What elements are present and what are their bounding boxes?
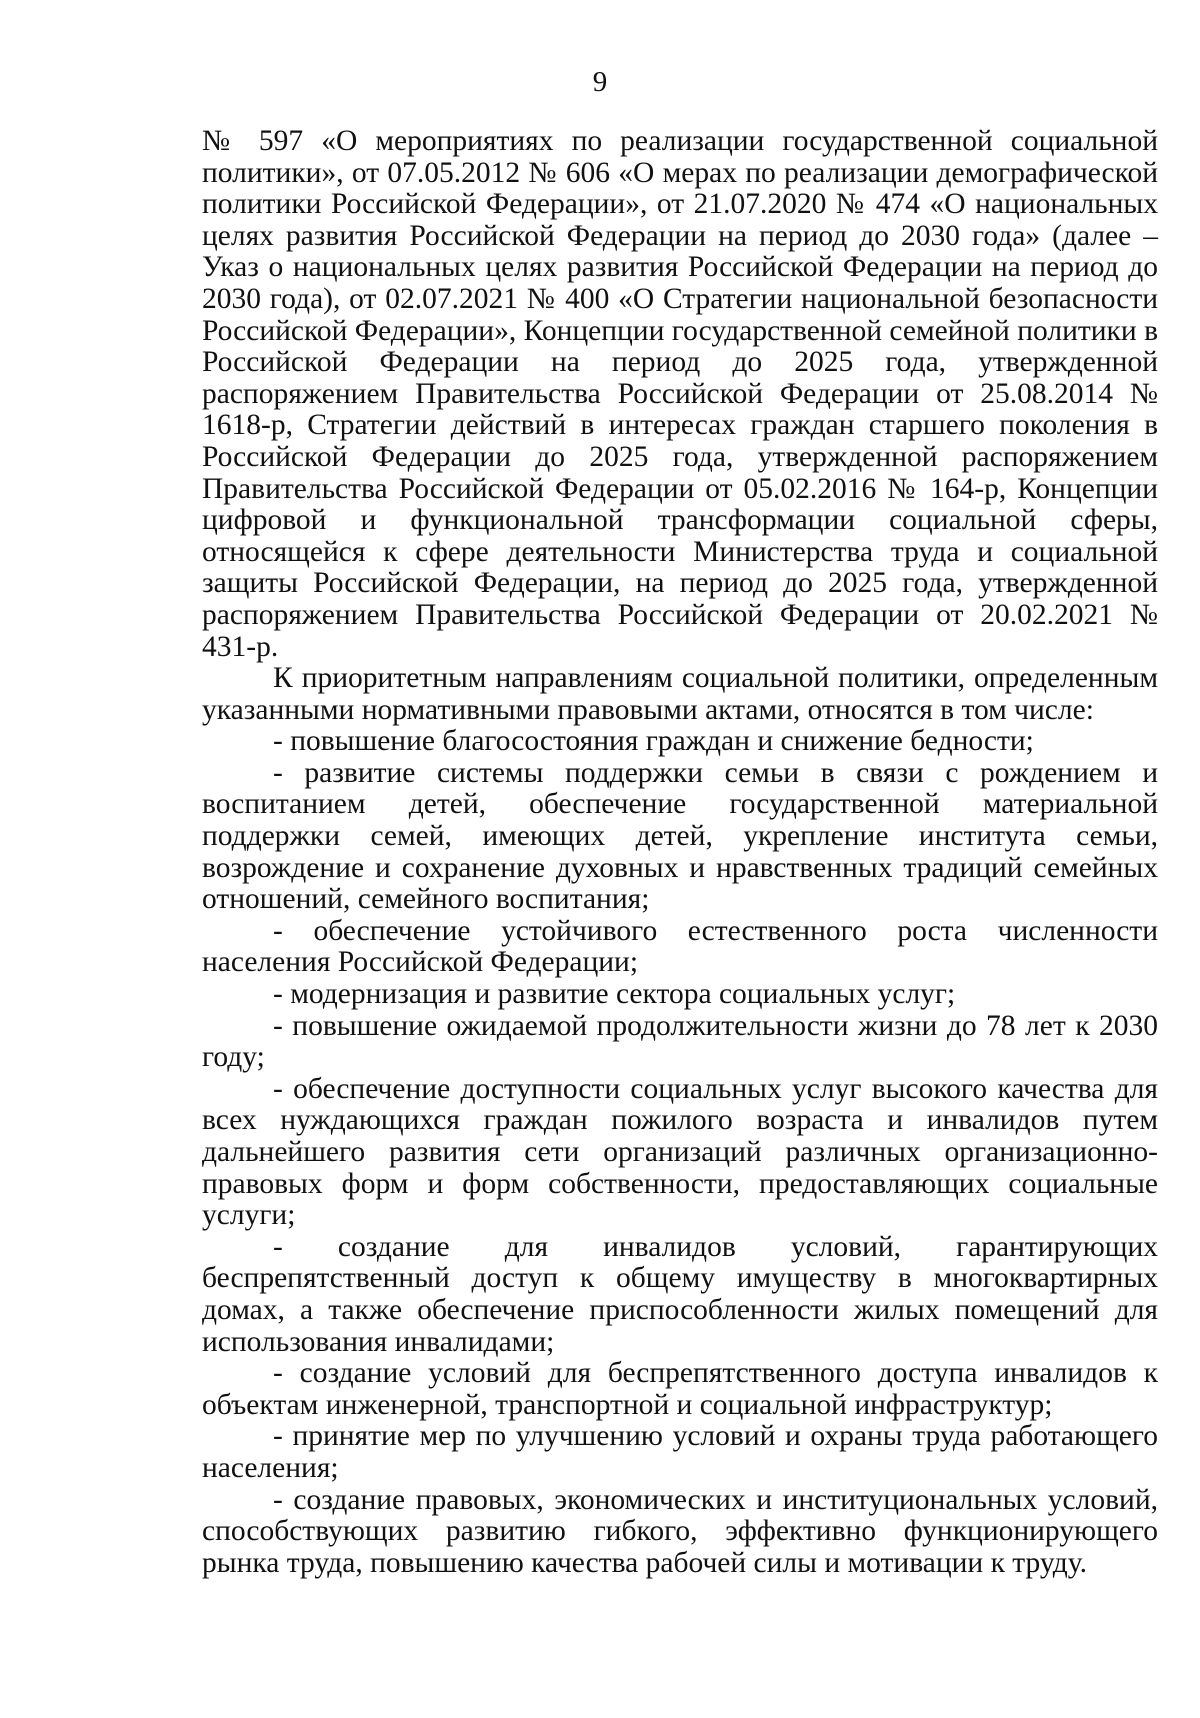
list-item-life-expectancy: - повышение ожидаемой продолжительности жизни до 78 лет к 2030 году; [202,1009,1158,1074]
paragraph-decrees-list: № 597 «О мероприятиях по реализации государственной социальной политики», от 07.05.2012 № 606 «О мерах по реализации демографической политики Российской Федерации», от 21.07.2020 № 474 «О национальных целях развития Российской Федерации на период до 2030 года» (далее – Указ о национальных целях развития Российской Федерации на период до 2030 года), от 02.07.2021 № 400 «О Стратегии национальной безопасности Российской Федерации», Концепции государственной семейной политики в Российской Федерации на период до 2025 года, утвержденной распоряжением Правительства Российской Федерации от 25.08.2014 № 1618-р, Стратегии действий в интересах граждан старшего поколения в Российской Федерации до 2025 года, утвержденной распоряжением Правительства Российской Федерации от 05.02.2016 № 164-р, Концепции цифровой и функциональной трансформации социальной сферы, относящейся к сфере деятельности Министерства труда и социальной защиты Российской Федерации, на период до 2025 года, утвержденной распоряжением Правительства Российской Федерации от 20.02.2021 № 431-р. [202,125,1158,663]
document-body [202,126,1158,1579]
list-item-infrastructure-accessibility: - создание условий для беспрепятственного доступа инвалидов к объектам инженерной, транспортной и социальной инфраструктур; [202,1357,1158,1421]
list-item-labor-conditions: - принятие мер по улучшению условий и охраны труда работающего населения; [202,1420,1158,1484]
list-item-housing-accessibility: - создание для инвалидов условий, гарантирующих беспрепятственный доступ к общему имуществу в многоквартирных домах, а также обеспечение приспособленности жилых помещений для использования инвалидами; [202,1230,1158,1358]
list-item-service-accessibility: - обеспечение доступности социальных услуг высокого качества для всех нуждающихся граждан пожилого возраста и инвалидов путем дальнейшего развития сети организаций различных организационно-правовых форм и форм собственности, предоставляющих социальные услуги; [202,1072,1158,1232]
page-number: 9 [592,66,608,98]
list-item-labor-market: - создание правовых, экономических и институциональных условий, способствующих развитию гибкого, эффективно функционирующего рынка труда, повышению качества рабочей силы и мотивации к труду. [202,1483,1158,1579]
list-item-population-growth: - обеспечение устойчивого естественного роста численности населения Российской Федерации; [202,914,1158,979]
list-item-family-support: - развитие системы поддержки семьи в связи с рождением и воспитанием детей, обеспечение государственной материальной поддержки семей, имеющих детей, укрепление института семьи, возрождение и сохранение духовных и нравственных традиций семейных отношений, семейного воспитания; [202,756,1158,916]
paragraph-priorities-intro: К приоритетным направлениям социальной политики, определенным указанными нормативными правовыми актами, относятся в том числе: [202,662,1158,726]
list-item-social-services-modernization: - модернизация и развитие сектора социальных услуг; [273,978,956,1011]
list-item-welfare: - повышение благосостояния граждан и снижение бедности; [273,725,1034,758]
